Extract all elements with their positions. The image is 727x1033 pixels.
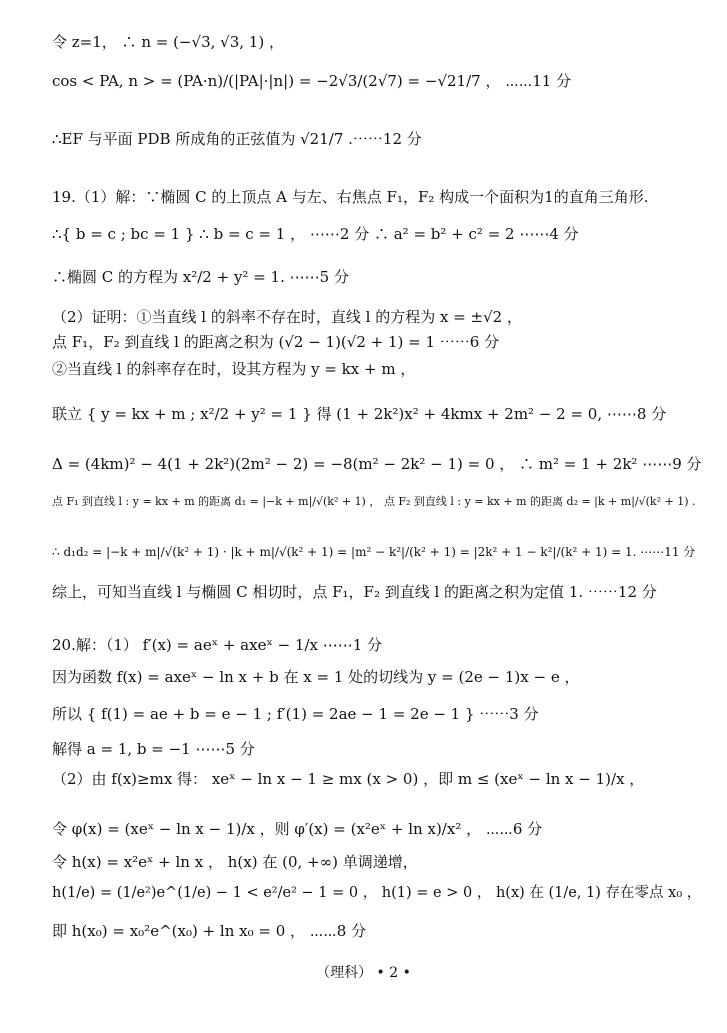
text-line: 点 F₁ 到直线 l : y = kx + m 的距离 d₁ = |−k + m|/√(k² + 1) ， 点 F₂ 到直线 l : y = kx + m 的距离 d₂ = |k + m|/√(k² + 1) . <box>52 495 696 508</box>
text-line: （2）由 f(x)≥mx 得： xeˣ − ln x − 1 ≥ mx (x > 0) ，即 m ≤ (xeˣ − ln x − 1)/x ， <box>52 770 645 788</box>
text-line: 令 z=1， ∴ n = (−√3, √3, 1) ， <box>52 33 284 51</box>
text-line: 令 h(x) = x²eˣ + ln x ， h(x) 在 (0, +∞) 单调递增， <box>52 853 418 871</box>
text-line: 19.（1）解：∵椭圆 C 的上顶点 A 与左、右焦点 F₁，F₂ 构成一个面积为1的直角三角形. <box>52 188 649 206</box>
text-line: （2）证明：①当直线 l 的斜率不存在时，直线 l 的方程为 x = ±√2 ， <box>52 308 522 326</box>
text-line: 所以 { f(1) = ae + b = e − 1 ; f′(1) = 2ae − 1 = 2e − 1 } ⋯⋯3 分 <box>52 705 539 723</box>
text-line: ∴椭圆 C 的方程为 x²/2 + y² = 1. ⋯⋯5 分 <box>52 268 349 286</box>
text-line: 令 φ(x) = (xeˣ − ln x − 1)/x ，则 φ′(x) = (x²eˣ + ln x)/x² ， ⋯⋯6 分 <box>52 820 543 838</box>
text-line: Δ = (4km)² − 4(1 + 2k²)(2m² − 2) = −8(m² − 2k² − 1) = 0 ， ∴ m² = 1 + 2k² ⋯⋯9 分 <box>52 455 702 473</box>
text-line: 联立 { y = kx + m ; x²/2 + y² = 1 } 得 (1 + 2k²)x² + 4kmx + 2m² − 2 = 0, ⋯⋯8 分 <box>52 405 667 423</box>
text-line: cos < PA, n > = (PA·n)/(|PA|·|n|) = −2√3/(2√7) = −√21/7 ， ⋯⋯11 分 <box>52 72 572 90</box>
text-line: ∴EF 与平面 PDB 所成角的正弦值为 √21/7 .⋯⋯12 分 <box>52 130 422 148</box>
text-line: 即 h(x₀) = x₀²e^(x₀) + ln x₀ = 0 ， ⋯⋯8 分 <box>52 922 367 940</box>
text-line: ∴{ b = c ; bc = 1 } ∴ b = c = 1 ， ⋯⋯2 分 ∴ a² = b² + c² = 2 ⋯⋯4 分 <box>52 225 579 243</box>
text-line: h(1/e) = (1/e²)e^(1/e) − 1 < e²/e² − 1 = 0 ， h(1) = e > 0 ， h(x) 在 (1/e, 1) 存在零点 x₀ ， <box>52 885 702 901</box>
text-line: 解得 a = 1, b = −1 ⋯⋯5 分 <box>52 740 255 758</box>
text-line: 点 F₁，F₂ 到直线 l 的距离之积为 (√2 − 1)(√2 + 1) = 1 ⋯⋯6 分 <box>52 333 500 351</box>
text-line: ②当直线 l 的斜率存在时，设其方程为 y = kx + m ， <box>52 360 416 378</box>
text-line: 综上，可知当直线 l 与椭圆 C 相切时，点 F₁，F₂ 到直线 l 的距离之积为定值 1. ⋯⋯12 分 <box>52 583 657 601</box>
text-line: 因为函数 f(x) = axeˣ − ln x + b 在 x = 1 处的切线为 y = (2e − 1)x − e ， <box>52 668 580 686</box>
text-line: ∴ d₁d₂ = |−k + m|/√(k² + 1) · |k + m|/√(k² + 1) = |m² − k²|/(k² + 1) = |2k² + 1 − k²|/(k² + 1) = 1. ⋯⋯11 分 <box>52 545 696 559</box>
text-line: 20.解：（1） f′(x) = aeˣ + axeˣ − 1/x ⋯⋯1 分 <box>52 636 383 654</box>
page-footer: （理科） • 2 • <box>316 965 411 981</box>
